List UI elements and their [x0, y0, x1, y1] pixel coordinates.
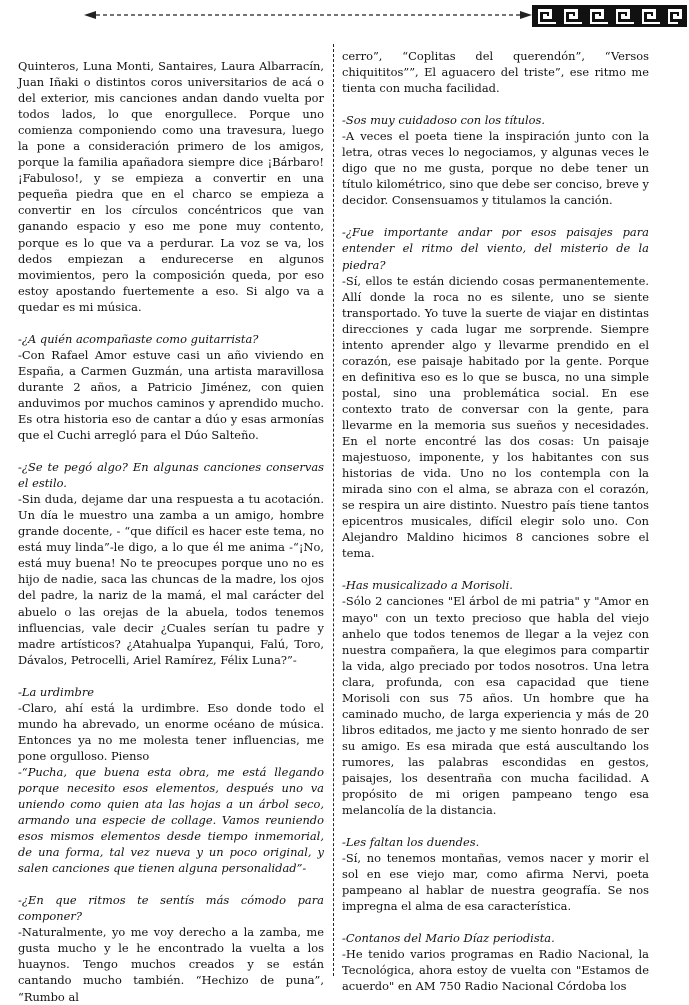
paragraph-spacer	[342, 561, 649, 577]
answer-paragraph: -A veces el poeta tiene la inspiración junto con la letra, otras veces lo negociamos, y algunas veces le digo que no me gusta, porque no debe tener un título kilométrico, sino que debe ser conciso, breve y decidor. Consensuamos y titulamos la canción.	[342, 129, 649, 208]
interview-question: -Has musicalizado a Morisoli.	[342, 578, 513, 593]
answer-paragraph: -Sólo 2 canciones "El árbol de mi patria" y "Amor en mayo" con un texto precioso que habla del viejo anhelo que todos tenemos de llegar a la vejez con nuestra compañera, la que elegimos para compartir la vida, algo preciado por todos nosotros. Una letra clara, profunda, con esa capacidad que tiene Morisoli con sus 75 años. Un hombre que ha caminado mucho, de larga experiencia y más de 20 libros editados, me jacto y me siento honrado de ser su amigo. Es esa mirada que está auscultando los rumores, las palabras escondidas en gestos, paisajes, los desentraña con mucha facilidad. A propósito de mi origen pampeano tengo esa melancolía de la distancia.	[342, 594, 649, 818]
interview-question: -¿A quién acompañaste como guitarrista?	[18, 331, 259, 346]
left-column	[18, 58, 324, 1005]
answer-paragraph: -Claro, ahí está la urdimbre. Eso donde todo el mundo ha abrevado, un enorme océano de música. Entonces ya no me molesta tener influencias, me pone orgulloso. Pienso	[18, 700, 324, 763]
answer-paragraph: -Naturalmente, yo me voy derecho a la zamba, me gusta mucho y le he encontrado la vuelta a los huaynos. Tengo muchos creados y se están cantando mucho también. “Hechizo de puna”, “Rumbo al	[18, 925, 324, 1004]
right-column	[342, 48, 649, 995]
paragraph-spacer	[18, 315, 324, 331]
interview-question: -¿Fue importante andar por esos paisajes para entender el ritmo del viento, del misterio de la piedra?	[342, 225, 649, 272]
paragraph-spacer	[342, 818, 649, 834]
answer-paragraph: Quinteros, Luna Monti, Santaires, Laura Albarracín, Juan Iñaki o distintos coros universitarios de acá o del exterior, mis canciones andan dando vuelta por todos lados, lo que enorgullece. Porque uno comienza componiendo como una travesura, luego la pone a consideración primero de los amigos, porque la familia apañadora siempre dice ¡Bárbaro! ¡Fabuloso!, y se empieza a convertir en una pequeña piedra que en el charco se empieza a convertir en los círculos concéntricos que van ganando espacio y eso me pone muy contento, porque es lo que va a perdurar. La voz se va, los dedos empiezan a endurecerse en algunos movimientos, pero la composición queda, por eso estoy apostando fuertemente a eso. Si algo va a quedar es mi música.	[18, 59, 324, 314]
arrow-right-icon	[520, 11, 532, 19]
paragraph-spacer	[342, 208, 649, 224]
column-divider	[333, 44, 334, 976]
paragraph-spacer	[18, 668, 324, 684]
header-ornament	[0, 0, 689, 34]
interview-question: -Contanos del Mario Díaz periodista.	[342, 931, 555, 946]
quoted-passage: -“Pucha, que buena esta obra, me está llegando porque necesito esos elementos, después uno va uniendo como quien ata las hojas a un árbol seco, armando una especie de collage. Vamos reuniendo esos mismos elementos desde tiempo inmemorial, de una forma, tal vez nueva y un poco original, y salen canciones que tienen alguna personalidad”-	[18, 764, 324, 876]
answer-paragraph: -Sí, ellos te están diciendo cosas permanentemente. Allí donde la roca no es silente, uno se siente transportado. Yo tuve la suerte de viajar en distintas direcciones y cada lugar me sorprende. Siempre intento aprender algo y llevarme prendido en el corazón, ese paisaje habitado por la gente. Porque en definitiva eso es lo que se busca, no una simple postal, sino una problemática social. En ese contexto trato de conversar con la gente, para llevarme en la memoria sus sueños y necesidades. En el norte encontré las dos cosas: Un paisaje majestuoso, imponente, y los habitantes con sus historias de vida. Uno no los contempla con la mirada sino con el alma, se abraza con el corazón, se respira un aire distinto. Nuestro país tiene tantos epicentros musicales, difícil elegir solo uno. Con Alejandro Maldino hicimos 8 canciones sobre el tema.	[342, 273, 649, 561]
paragraph-spacer	[342, 96, 649, 112]
answer-paragraph: cerro”, “Coplitas del querendón”, “Versos chiquititos””, El aguacero del triste”, ese ritmo me tienta con mucha facilidad.	[342, 49, 649, 96]
paragraph-spacer	[18, 443, 324, 459]
interview-question: -La urdimbre	[18, 684, 95, 699]
paragraph-spacer	[342, 914, 649, 930]
paragraph-spacer	[18, 876, 324, 892]
answer-paragraph: -Con Rafael Amor estuve casi un año viviendo en España, a Carmen Guzmán, una artista maravillosa durante 2 años, a Patricio Jiménez, con quien anduvimos por muchos caminos y aprendido mucho. Es otra historia eso de cantar a dúo y esas armonías que el Cuchi arregló para el Dúo Salteño.	[18, 347, 324, 443]
answer-paragraph: -Sí, no tenemos montañas, vemos nacer y morir el sol en ese viejo mar, como afirma Nervi, poeta pampeano al hablar de nuestra geografía. Se nos impregna el alma de esa característica.	[342, 851, 649, 914]
interview-question: -Les faltan los duendes.	[342, 835, 480, 850]
greek-key-border-icon	[532, 5, 687, 27]
arrow-left-icon	[84, 11, 96, 19]
page-header	[0, 0, 689, 34]
answer-paragraph: -Sin duda, dejame dar una respuesta a tu acotación. Un día le muestro una zamba a un amigo, hombre grande docente, - “que difícil es hacer este tema, no está muy linda”-le digo, a lo que él me anima -“¡No, está muy buena! No te preocupes porque uno no es hijo de nadie, saca las chuncas de la madre, los ojos del padre, la nariz de la mamá, el mal carácter del abuelo o las orejas de la abuela, todos tenemos influencias, vale decir ¿Cuales serían tu padre y madre artísticos? ¿Atahualpa Yupanqui, Falú, Toro, Dávalos, Petrocelli, Ariel Ramírez, Félix Luna?”-	[18, 492, 324, 667]
interview-question: -Sos muy cuidadoso con los títulos.	[342, 113, 546, 128]
interview-question: -¿Se te pegó algo? En algunas canciones conservas el estilo.	[18, 460, 324, 491]
interview-question: -¿En que ritmos te sentís más cómodo para componer?	[18, 893, 324, 924]
answer-paragraph: -He tenido varios programas en Radio Nacional, la Tecnológica, ahora estoy de vuelta con "Estamos de acuerdo" en AM 750 Radio Nacional Córdoba los	[342, 947, 649, 994]
